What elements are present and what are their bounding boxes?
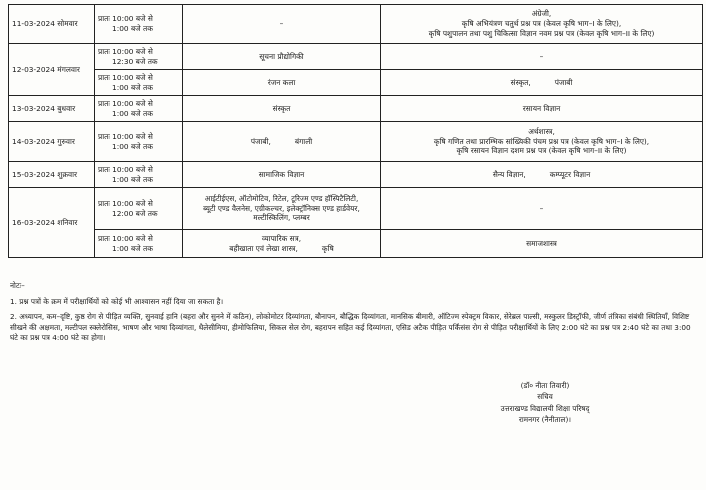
subject-right: संस्कृत, पंजाबी: [381, 70, 703, 96]
notes-label: नोटः–: [10, 281, 25, 290]
subject-left: आईटीईएस, ऑटोमोटिव, रिटेल, टूरिज्म एण्ड हॉस्पिटैलिटी, ब्यूटी एण्ड वैलनेस, एग्रीकल्चर, इलेक्ट्रॉनिक्स एण्ड हार्डवेयर, मल्टीस्किलिंग, प्लम्बर: [183, 188, 381, 230]
exam-date: 12-03-2024 मंगलवार: [9, 44, 95, 96]
subject-left: सामाजिक विज्ञान: [183, 162, 381, 188]
exam-time: प्रातः 10:00 बजे से 1:00 बजे तक: [95, 70, 183, 96]
subject-right: समाजशास्त्र: [381, 230, 703, 258]
table-row: [9, 44, 703, 70]
subject-right: अंग्रेजी, कृषि अभियंत्रण चतुर्थ प्रश्न पत्र (केवल कृषि भाग–I के लिए), कृषि पशुपालन तथा पशु चिकित्सा विज्ञान नवम प्रश्न पत्र (केवल कृषि भाग–II के लिए): [381, 5, 703, 44]
table-row: [9, 230, 703, 258]
note-item: 1. प्रश्न पत्रों के क्रम में परीक्षार्थियों को कोई भी आश्वासन नहीं दिया जा सकता है।: [10, 296, 224, 306]
exam-time: प्रातः 10:00 बजे से 1:00 बजे तक: [95, 96, 183, 122]
subject-left: रंजन कला: [183, 70, 381, 96]
subject-right: –: [381, 188, 703, 230]
subject-right: रसायन विज्ञान: [381, 96, 703, 122]
subject-left: व्यापारिक सत्र, बहीखाता एवं लेखा शास्त्र, कृषि: [183, 230, 381, 258]
exam-time: प्रातः 10:00 बजे से 1:00 बजे तक: [95, 122, 183, 162]
signatory-org: उत्तराखण्ड विद्यालयी शिक्षा परिषद्: [500, 403, 590, 413]
signatory-designation: सचिव: [537, 392, 553, 402]
exam-date: 13-03-2024 बुधवार: [9, 96, 95, 122]
table-row: [9, 122, 703, 162]
exam-time: प्रातः 10:00 बजे से 12:30 बजे तक: [95, 44, 183, 70]
exam-time: प्रातः 10:00 बजे से 1:00 बजे तक: [95, 230, 183, 258]
exam-schedule-table: [8, 4, 703, 258]
exam-date: 11-03-2024 सोमवार: [9, 5, 95, 44]
exam-date: 15-03-2024 शुक्रवार: [9, 162, 95, 188]
signature-block: [470, 380, 620, 425]
exam-time: प्रातः 10:00 बजे से 1:00 बजे तक: [95, 5, 183, 44]
table-row: [9, 162, 703, 188]
table-row: [9, 96, 703, 122]
subject-left: पंजाबी, बंगाली: [183, 122, 381, 162]
table-row: [9, 70, 703, 96]
subject-right: अर्थशास्त्र, कृषि गणित तथा प्रारम्भिक सांख्यिकी पंचम प्रश्न पत्र (केवल कृषि भाग–I के लिए), कृषि रसायन विज्ञान दशम प्रश्न पत्र (केवल कृषि भाग–II के लिए): [381, 122, 703, 162]
table-row: [9, 5, 703, 44]
subject-left: –: [183, 5, 381, 44]
exam-time: प्रातः 10:00 बजे से 12:00 बजे तक: [95, 188, 183, 230]
exam-date: 16-03-2024 शनिवार: [9, 188, 95, 258]
note-item: 2. अध्यापन, कम–दृष्टि, कुष्ठ रोग से पीड़ित व्यक्ति, सुनवाई हानि (बहरा और सुनने में कठिन), लोकोमोटर दिव्यांगता, बौनापन, बौद्धिक दिव्यांगता, मानसिक बीमारी, ऑटिज्म स्पेक्ट्रम विकार, सेरेब्रल पाल्सी, मस्कुलर डिस्ट्रॉफी, जीर्ण तंत्रिका संबंधी स्थितियाँ, विशिष्ट सीखने की अक्षमता, मल्टीपल स्क्लेरोसिस, भाषण और भाषा दिव्यांगता, थैलेसीमिया, हीमोफिलिया, सिकल सेल रोग, बहरापन सहित कई दिव्यांगता, एसिड अटैक पीड़ित पर्किंसंस रोग से पीड़ित परीक्षार्थियों के लिए 2:00 घंटे का प्रश्न पत्र 2:40 घंटे का तथा 3:00 घंटे का प्रश्न पत्र 4:00 घंटे का होगा।: [10, 312, 691, 343]
exam-time: प्रातः 10:00 बजे से 1:00 बजे तक: [95, 162, 183, 188]
signatory-name: (डॉ० नीता तिवारी): [520, 381, 570, 390]
signatory-place: रामनगर (नैनीताल)।: [518, 414, 572, 424]
notes-section: [10, 281, 698, 349]
exam-date: 14-03-2024 गुरुवार: [9, 122, 95, 162]
subject-left: सूचना प्रौद्योगिकी: [183, 44, 381, 70]
subject-right: सैन्य विज्ञान, कम्प्यूटर विज्ञान: [381, 162, 703, 188]
subject-left: संस्कृत: [183, 96, 381, 122]
table-row: [9, 188, 703, 230]
subject-right: –: [381, 44, 703, 70]
